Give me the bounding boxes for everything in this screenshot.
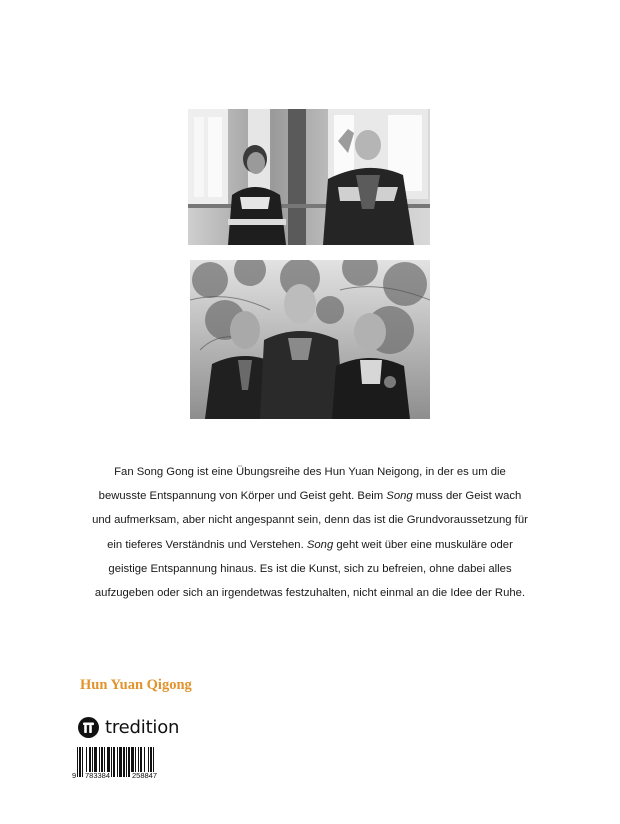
blurb-text-3: geht weit über eine muskuläre oder geistige Entspannung hinaus. Es ist die Kunst, sich zu befreien, ohne dabei alles aufzugeben oder sich an irgendetwas festzuhalten, nicht einmal an die Idee der Ruhe. xyxy=(94,538,526,600)
publisher-logo xyxy=(78,715,179,739)
training-photo xyxy=(188,109,430,245)
back-cover-blurb xyxy=(92,460,528,605)
publisher-name: tredition xyxy=(105,716,180,738)
isbn-digits-right: 258847 xyxy=(132,771,158,780)
blurb-term-song: Song xyxy=(386,490,413,503)
isbn-digits-left: 783384 xyxy=(85,771,111,780)
group-photo xyxy=(190,260,430,419)
series-title: Hun Yuan Qigong xyxy=(80,677,192,693)
isbn-lead-digit: 9 xyxy=(72,771,77,780)
blurb-term-song: Song xyxy=(306,538,334,551)
blurb-text-1: Fan Song Gong ist eine Übungsreihe des Hun Yuan Neigong, in der es um die bewusste Entspannung von Körper und Geist geht. Beim xyxy=(98,466,506,503)
tredition-logo-icon xyxy=(78,717,99,738)
blurb-text-2: muss der Geist wach und aufmerksam, aber nicht angespannt sein, denn das ist die Grundvoraussetzung für ein tieferes Verständnis und Verstehen. xyxy=(92,490,528,551)
